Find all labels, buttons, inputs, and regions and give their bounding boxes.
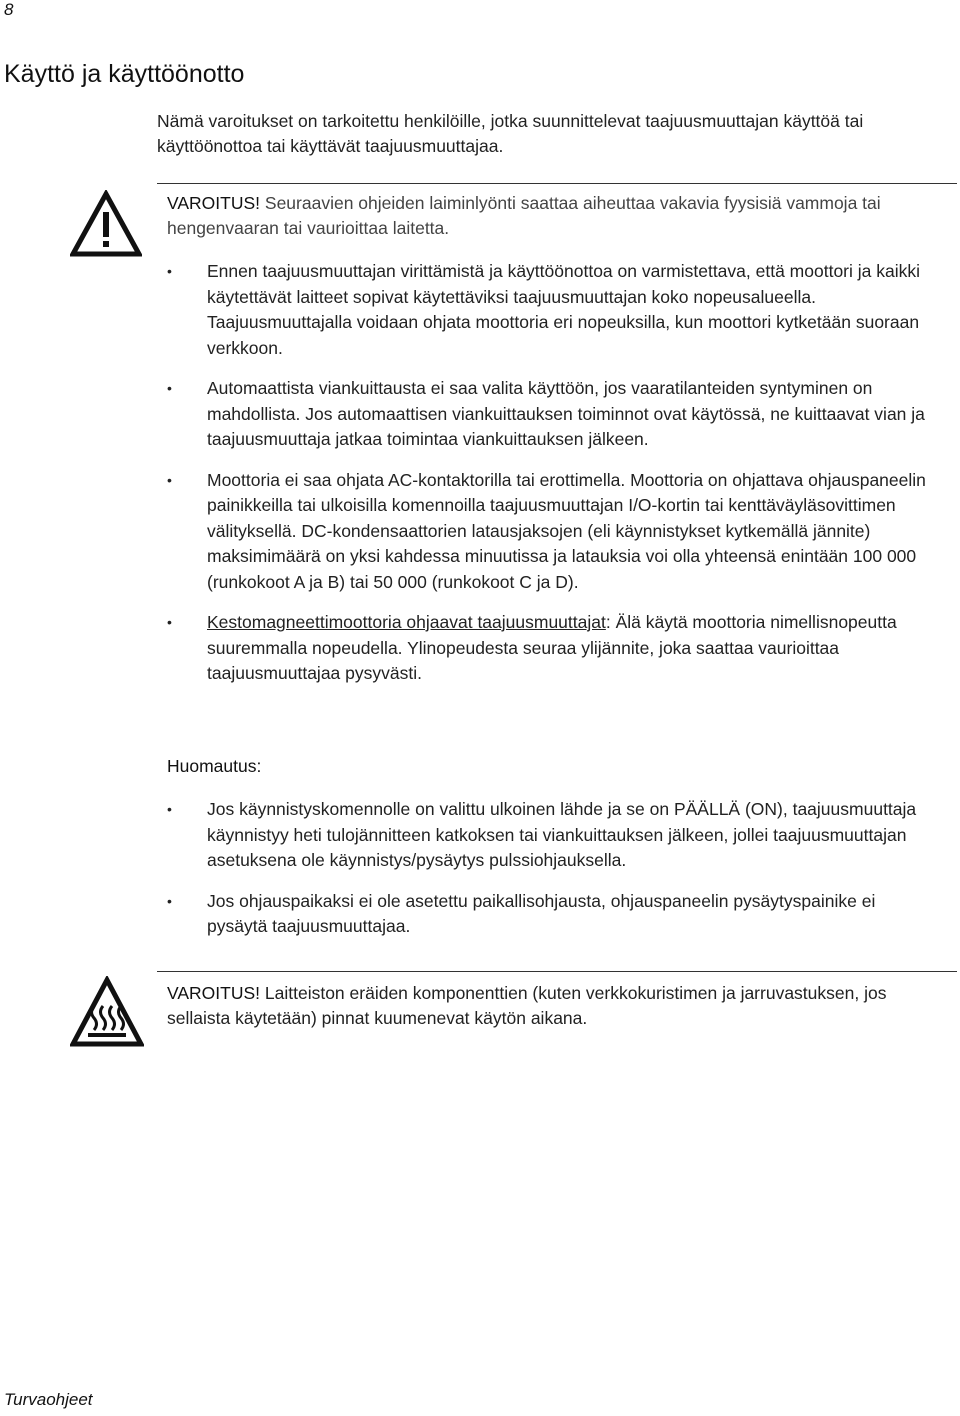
divider	[157, 183, 957, 184]
warning-1-text	[167, 191, 947, 241]
note-label: Huomautus:	[167, 756, 262, 776]
divider	[157, 971, 957, 972]
warning-2-text	[167, 981, 947, 1031]
general-warning-icon	[70, 190, 142, 263]
list-item	[167, 468, 937, 596]
list-item-text: : Älä käytä moottoria nimellisnopeutta suuremmalla nopeudella. Ylinopeudesta seuraa ylijännite, joka saattaa vaurioittaa taajuusmuuttajaa pysyvästi.	[207, 612, 897, 683]
list-item-text: Jos ohjauspaikaksi ei ole asetettu paikallisohjausta, ohjauspaneelin pysäytyspainike ei pysäytä taajuusmuuttajaa.	[207, 890, 876, 936]
bullet-icon: •	[167, 380, 172, 396]
list-item	[167, 259, 937, 361]
warning-bullet-list	[167, 259, 937, 687]
list-item	[167, 376, 937, 453]
warning-1-body: Seuraavien ohjeiden laiminlyönti saattaa aiheuttaa vakavia fyysisiä vammoja tai hengenvaaran tai vaurioittaa laitetta.	[167, 193, 881, 238]
list-item	[167, 797, 937, 874]
list-item	[167, 889, 937, 940]
page-number: 8	[4, 0, 14, 19]
list-item-text: Automaattista viankuittausta ei saa valita käyttöön, jos vaaratilanteiden syntyminen on mahdollista. Jos automaattisen viankuittauksen toiminnot ovat käytössä, ne kuittaavat vian ja taajuusmuuttaja jatkaa toimintaa viankuittauksen jälkeen.	[207, 378, 925, 449]
warning-2-label: VAROITUS!	[167, 983, 261, 1003]
bullet-icon: •	[167, 801, 172, 817]
bullet-icon: •	[167, 614, 172, 630]
list-item-text: Ennen taajuusmuuttajan virittämistä ja käyttöönottoa on varmistettava, että moottori ja kaikki käytettävät laitteet sopivat käytettäviksi taajuusmuuttajan koko nopeusalueella. Taajuusmuuttajalla voidaan ohjata moottoria eri nopeuksilla, kun moottori kytketään suoraan verkkoon.	[207, 261, 920, 358]
note-bullet-list	[167, 797, 937, 940]
bullet-icon: •	[167, 471, 172, 488]
hot-surface-warning-icon	[70, 976, 144, 1053]
bullet-icon: •	[167, 263, 172, 279]
intro-paragraph: Nämä varoitukset on tarkoitettu henkilöille, jotka suunnittelevat taajuusmuuttajan käyttöä tai käyttöönottoa tai käyttävät taajuusmuuttajaa.	[157, 111, 864, 156]
footer-section-title: Turvaohjeet	[4, 1390, 93, 1409]
warning-1-label: VAROITUS!	[167, 193, 261, 213]
list-item-text: Jos käynnistyskomennolle on valittu ulkoinen lähde ja se on PÄÄLLÄ (ON), taajuusmuuttaja käynnistyy heti tulojännitteen katkoksen tai viankuittauksen jälkeen, jollei taajuusmuuttajan asetuksena ole käynnistys/pysäytys pulssiohjauksella.	[207, 799, 917, 870]
list-item-underlined: Kestomagneettimoottoria ohjaavat taajuusmuuttajat	[207, 612, 606, 632]
bullet-icon: •	[167, 892, 172, 909]
page-title: Käyttö ja käyttöönotto	[4, 60, 245, 88]
list-item	[167, 610, 937, 687]
list-item-text: Moottoria ei saa ohjata AC-kontaktorilla tai erottimella. Moottoria on ohjattava ohjauspaneelin painikkeilla tai ulkoisilla komennoilla taajuusmuuttajan I/O-kortin tai kenttäväyläsovittimen välityksellä. DC-kondensaattorien latausjaksojen (eli käynnistykset kytkemällä jännite) maksimimäärä on yksi kahdessa minuutissa ja latauksia voi olla yhteensä enintään 100 000 (runkokoot A ja B) tai 50 000 (runkokoot C ja D).	[207, 469, 926, 592]
warning-2-body: Laitteiston eräiden komponenttien (kuten verkkokuristimen ja jarruvastuksen, jos sellaista käytetään) pinnat kuumenevat käytön aikana.	[167, 983, 887, 1028]
